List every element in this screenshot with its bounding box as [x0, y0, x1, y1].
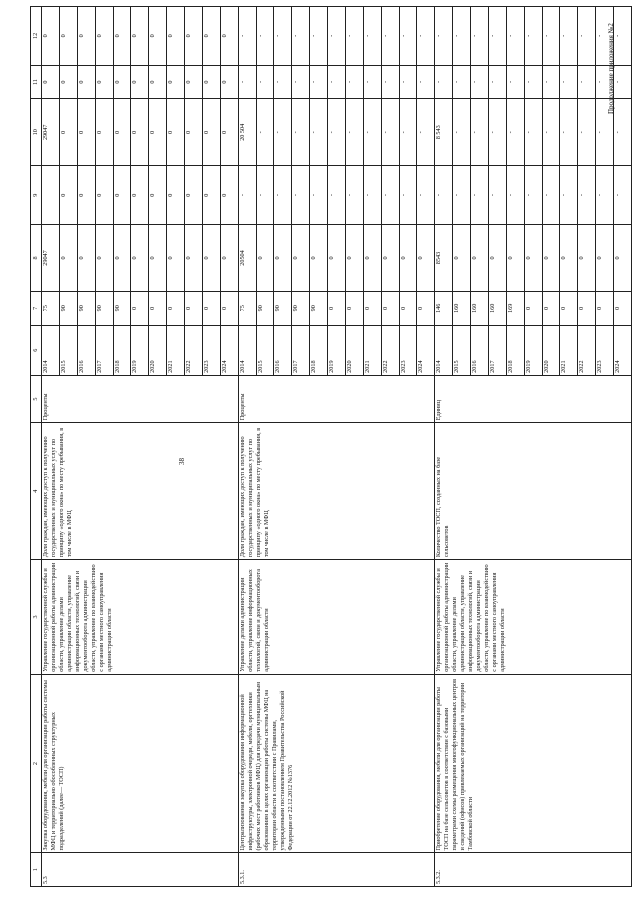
- value-cell: 0: [345, 292, 363, 326]
- measure-name: Централизованная закупка оборудования информационной инфраструктуры, электронной очереди, мебели, оргтехники (рабочих мест работников МФЦ) для передачи муниципальным образованиям в целях организации работы системы МФЦ на территории области в соответствии с Правилами, утвержденными постановлением Правительства Российской Федерации от 22.12.2012 №1376: [238, 674, 435, 853]
- value-cell: 0: [167, 224, 185, 291]
- value-cell: 0: [185, 224, 203, 291]
- value-cell: -: [524, 166, 542, 225]
- value-cell: -: [578, 65, 596, 99]
- year-cell: 2020: [345, 325, 363, 375]
- indicator-cell: Количество ТОСП, созданных на базе сельсоветов: [435, 423, 632, 560]
- value-cell: 20 504: [238, 99, 256, 166]
- value-cell: 0: [202, 99, 220, 166]
- year-cell: 2018: [310, 325, 328, 375]
- year-cell: 2019: [524, 325, 542, 375]
- value-cell: -: [274, 65, 292, 99]
- value-cell: 29047: [42, 99, 60, 166]
- value-cell: -: [328, 65, 346, 99]
- value-cell: -: [524, 7, 542, 66]
- value-cell: -: [578, 99, 596, 166]
- year-cell: 2015: [59, 325, 77, 375]
- value-cell: 0: [220, 292, 238, 326]
- value-cell: -: [471, 166, 489, 225]
- value-cell: 90: [113, 292, 131, 326]
- year-cell: 2022: [381, 325, 399, 375]
- value-cell: 0: [185, 292, 203, 326]
- year-cell: 2016: [471, 325, 489, 375]
- value-cell: 0: [274, 224, 292, 291]
- row-number: 5.3.1.: [238, 853, 435, 887]
- value-cell: 90: [256, 292, 274, 326]
- value-cell: 90: [274, 292, 292, 326]
- value-cell: 160: [453, 292, 471, 326]
- value-cell: -: [506, 99, 524, 166]
- value-cell: 0: [113, 99, 131, 166]
- value-cell: -: [542, 7, 560, 66]
- value-cell: 0: [417, 224, 435, 291]
- year-cell: 2022: [578, 325, 596, 375]
- measure-name: Закупка оборудования, мебели для организации работы системы МФЦ и территориально обособленных структурных подразделений (далее— ТОСП): [42, 674, 239, 853]
- value-cell: 0: [202, 166, 220, 225]
- value-cell: -: [381, 166, 399, 225]
- value-cell: -: [238, 166, 256, 225]
- value-cell: -: [292, 99, 310, 166]
- value-cell: 0: [42, 7, 60, 66]
- value-cell: 0: [220, 7, 238, 66]
- value-cell: 75: [42, 292, 60, 326]
- value-cell: -: [274, 166, 292, 225]
- year-cell: 2021: [560, 325, 578, 375]
- year-cell: 2020: [149, 325, 167, 375]
- table-row: [238, 7, 256, 887]
- value-cell: -: [560, 99, 578, 166]
- value-cell: -: [506, 7, 524, 66]
- value-cell: -: [560, 7, 578, 66]
- row-number: 5.3.2.: [435, 853, 632, 887]
- value-cell: -: [381, 65, 399, 99]
- value-cell: -: [471, 7, 489, 66]
- value-cell: 0: [381, 224, 399, 291]
- value-cell: -: [399, 99, 417, 166]
- value-cell: -: [596, 65, 614, 99]
- value-cell: 0: [524, 224, 542, 291]
- value-cell: -: [256, 166, 274, 225]
- value-cell: -: [345, 7, 363, 66]
- value-cell: 90: [292, 292, 310, 326]
- table-row: [42, 7, 60, 887]
- indicator-cell: Доля граждан, имеющих доступ к получению государственных и муниципальных услуг по принципу «одного окна» по месту пребывания, в том числе в МФЦ: [42, 423, 239, 560]
- value-cell: -: [453, 99, 471, 166]
- value-cell: -: [345, 65, 363, 99]
- value-cell: -: [453, 166, 471, 225]
- value-cell: 0: [328, 292, 346, 326]
- value-cell: 0: [220, 99, 238, 166]
- value-cell: 0: [167, 99, 185, 166]
- col-header: 12: [31, 7, 42, 66]
- value-cell: -: [506, 166, 524, 225]
- value-cell: 8543: [435, 224, 453, 291]
- year-cell: 2023: [596, 325, 614, 375]
- value-cell: 0: [471, 224, 489, 291]
- value-cell: -: [578, 7, 596, 66]
- value-cell: 8 543: [435, 99, 453, 166]
- unit-cell: Единиц: [435, 375, 632, 422]
- year-cell: 2014: [238, 325, 256, 375]
- value-cell: -: [596, 99, 614, 166]
- value-cell: 0: [614, 292, 632, 326]
- value-cell: 0: [59, 166, 77, 225]
- col-header: 8: [31, 224, 42, 291]
- value-cell: -: [471, 65, 489, 99]
- value-cell: -: [238, 7, 256, 66]
- year-cell: 2022: [185, 325, 203, 375]
- value-cell: 90: [77, 292, 95, 326]
- value-cell: 0: [131, 7, 149, 66]
- year-cell: 2015: [453, 325, 471, 375]
- value-cell: -: [417, 99, 435, 166]
- year-cell: 2019: [328, 325, 346, 375]
- col-header: 11: [31, 65, 42, 99]
- value-cell: 0: [131, 166, 149, 225]
- value-cell: -: [256, 99, 274, 166]
- value-cell: 146: [435, 292, 453, 326]
- value-cell: 75: [238, 292, 256, 326]
- value-cell: 160: [488, 292, 506, 326]
- value-cell: 0: [560, 224, 578, 291]
- value-cell: 160: [471, 292, 489, 326]
- year-cell: 2024: [417, 325, 435, 375]
- value-cell: 0: [185, 7, 203, 66]
- value-cell: 0: [131, 99, 149, 166]
- value-cell: -: [453, 65, 471, 99]
- value-cell: 0: [42, 65, 60, 99]
- row-number: 5.3: [42, 853, 239, 887]
- col-header: 1: [31, 853, 42, 887]
- value-cell: 29047: [42, 224, 60, 291]
- value-cell: 0: [185, 99, 203, 166]
- value-cell: -: [399, 166, 417, 225]
- value-cell: -: [363, 99, 381, 166]
- value-cell: 0: [578, 224, 596, 291]
- value-cell: 0: [167, 292, 185, 326]
- value-cell: 90: [95, 292, 113, 326]
- value-cell: 0: [596, 292, 614, 326]
- value-cell: 0: [417, 292, 435, 326]
- value-cell: 0: [381, 292, 399, 326]
- value-cell: -: [399, 7, 417, 66]
- value-cell: -: [417, 166, 435, 225]
- value-cell: -: [328, 99, 346, 166]
- value-cell: 0: [77, 166, 95, 225]
- value-cell: -: [363, 7, 381, 66]
- value-cell: 0: [131, 224, 149, 291]
- year-cell: 2017: [292, 325, 310, 375]
- year-cell: 2019: [131, 325, 149, 375]
- value-cell: -: [310, 7, 328, 66]
- value-cell: -: [614, 65, 632, 99]
- year-cell: 2018: [113, 325, 131, 375]
- value-cell: 0: [202, 224, 220, 291]
- value-cell: -: [238, 65, 256, 99]
- value-cell: 0: [113, 166, 131, 225]
- value-cell: -: [274, 99, 292, 166]
- value-cell: -: [310, 99, 328, 166]
- value-cell: -: [328, 7, 346, 66]
- year-cell: 2020: [542, 325, 560, 375]
- year-cell: 2016: [77, 325, 95, 375]
- value-cell: 0: [596, 224, 614, 291]
- value-cell: 0: [399, 224, 417, 291]
- year-cell: 2023: [202, 325, 220, 375]
- value-cell: -: [614, 99, 632, 166]
- value-cell: 0: [363, 292, 381, 326]
- value-cell: 0: [149, 7, 167, 66]
- value-cell: 0: [220, 166, 238, 225]
- value-cell: 0: [95, 65, 113, 99]
- value-cell: 0: [310, 224, 328, 291]
- value-cell: 169: [506, 292, 524, 326]
- value-cell: -: [417, 7, 435, 66]
- value-cell: -: [328, 166, 346, 225]
- value-cell: 0: [95, 224, 113, 291]
- col-header: 3: [31, 560, 42, 675]
- year-cell: 2017: [488, 325, 506, 375]
- value-cell: -: [542, 99, 560, 166]
- executor-cell: Управление делами администрации области, управление информационных технологий, связи и документооборота администрации области: [238, 560, 435, 675]
- continuation-note: Продолжение приложения №2: [607, 23, 615, 114]
- value-cell: 0: [131, 65, 149, 99]
- value-cell: -: [614, 166, 632, 225]
- value-cell: -: [435, 7, 453, 66]
- executor-cell: Управление государственной службы и организационной работы администрации области, управление делами администрации области, управление информационных технологий, связи и документооборота администрации области, управление по взаимодействию с органами местного самоуправления администрации области: [42, 560, 239, 675]
- value-cell: -: [560, 65, 578, 99]
- value-cell: 0: [95, 166, 113, 225]
- page-number: 38: [178, 458, 186, 465]
- value-cell: -: [381, 7, 399, 66]
- value-cell: 0: [453, 224, 471, 291]
- value-cell: 0: [202, 65, 220, 99]
- value-cell: 0: [95, 7, 113, 66]
- value-cell: -: [506, 65, 524, 99]
- value-cell: -: [292, 7, 310, 66]
- value-cell: 0: [167, 166, 185, 225]
- value-cell: 0: [614, 224, 632, 291]
- value-cell: 0: [167, 7, 185, 66]
- value-cell: -: [578, 166, 596, 225]
- value-cell: -: [310, 166, 328, 225]
- value-cell: 0: [363, 224, 381, 291]
- value-cell: -: [345, 99, 363, 166]
- year-cell: 2024: [614, 325, 632, 375]
- value-cell: 0: [256, 224, 274, 291]
- value-cell: -: [596, 7, 614, 66]
- value-cell: 0: [185, 166, 203, 225]
- value-cell: -: [542, 166, 560, 225]
- value-cell: 0: [149, 224, 167, 291]
- year-cell: 2024: [220, 325, 238, 375]
- col-header: 6: [31, 325, 42, 375]
- value-cell: -: [488, 99, 506, 166]
- value-cell: 0: [345, 224, 363, 291]
- measure-name: Приобретение оборудования, мебели для организации работы ТОСП на базе сельсоветов в соответствии с базовыми параметрами схемы размещения многофункциональных центров и сведений (офисов) привлекаемых организаций на территории Тамбовской области: [435, 674, 632, 853]
- value-cell: -: [596, 166, 614, 225]
- value-cell: 0: [59, 7, 77, 66]
- value-cell: -: [471, 99, 489, 166]
- value-cell: -: [524, 65, 542, 99]
- value-cell: 90: [310, 292, 328, 326]
- unit-cell: Проценты: [238, 375, 435, 422]
- year-cell: 2021: [363, 325, 381, 375]
- value-cell: 0: [542, 292, 560, 326]
- value-cell: -: [256, 7, 274, 66]
- value-cell: 0: [113, 65, 131, 99]
- year-cell: 2016: [274, 325, 292, 375]
- value-cell: 0: [131, 292, 149, 326]
- table-row: [435, 7, 453, 887]
- value-cell: 90: [59, 292, 77, 326]
- value-cell: 0: [506, 224, 524, 291]
- value-cell: -: [488, 7, 506, 66]
- col-header: 2: [31, 674, 42, 853]
- value-cell: 0: [560, 292, 578, 326]
- year-cell: 2017: [95, 325, 113, 375]
- value-cell: -: [524, 99, 542, 166]
- col-header: 5: [31, 375, 42, 422]
- value-cell: 0: [77, 65, 95, 99]
- value-cell: 0: [113, 7, 131, 66]
- value-cell: 0: [185, 65, 203, 99]
- value-cell: 0: [113, 224, 131, 291]
- value-cell: -: [399, 65, 417, 99]
- year-cell: 2015: [256, 325, 274, 375]
- value-cell: [42, 166, 60, 225]
- value-cell: -: [435, 65, 453, 99]
- value-cell: 0: [95, 99, 113, 166]
- value-cell: -: [345, 166, 363, 225]
- value-cell: 0: [77, 7, 95, 66]
- value-cell: 0: [220, 65, 238, 99]
- value-cell: 0: [488, 224, 506, 291]
- value-cell: 0: [399, 292, 417, 326]
- value-cell: 0: [202, 7, 220, 66]
- value-cell: -: [453, 7, 471, 66]
- value-cell: -: [310, 65, 328, 99]
- year-cell: 2014: [435, 325, 453, 375]
- value-cell: -: [417, 65, 435, 99]
- program-table: [30, 6, 632, 887]
- value-cell: 0: [524, 292, 542, 326]
- value-cell: -: [256, 65, 274, 99]
- value-cell: -: [488, 166, 506, 225]
- value-cell: 0: [149, 166, 167, 225]
- value-cell: -: [381, 99, 399, 166]
- value-cell: 20504: [238, 224, 256, 291]
- value-cell: -: [292, 65, 310, 99]
- indicator-cell: Доля граждан, имеющих доступ к получению государственных и муниципальных услуг по принципу «одного окна» по месту пребывания, в том числе в МФЦ: [238, 423, 435, 560]
- value-cell: 0: [542, 224, 560, 291]
- value-cell: -: [274, 7, 292, 66]
- year-cell: 2021: [167, 325, 185, 375]
- unit-cell: Проценты: [42, 375, 239, 422]
- year-cell: 2023: [399, 325, 417, 375]
- value-cell: -: [363, 166, 381, 225]
- value-cell: 0: [149, 292, 167, 326]
- value-cell: 0: [59, 99, 77, 166]
- value-cell: 0: [167, 65, 185, 99]
- value-cell: -: [363, 65, 381, 99]
- year-cell: 2018: [506, 325, 524, 375]
- header-row: [31, 7, 42, 887]
- value-cell: 0: [202, 292, 220, 326]
- value-cell: -: [488, 65, 506, 99]
- value-cell: 0: [77, 99, 95, 166]
- value-cell: 0: [149, 99, 167, 166]
- col-header: 4: [31, 423, 42, 560]
- col-header: 10: [31, 99, 42, 166]
- value-cell: 0: [149, 65, 167, 99]
- value-cell: 0: [77, 224, 95, 291]
- value-cell: 0: [578, 292, 596, 326]
- col-header: 7: [31, 292, 42, 326]
- value-cell: 0: [292, 224, 310, 291]
- value-cell: -: [614, 7, 632, 66]
- value-cell: -: [292, 166, 310, 225]
- value-cell: -: [560, 166, 578, 225]
- value-cell: 0: [59, 65, 77, 99]
- value-cell: 0: [59, 224, 77, 291]
- value-cell: 0: [328, 224, 346, 291]
- year-cell: 2014: [42, 325, 60, 375]
- value-cell: -: [542, 65, 560, 99]
- col-header: 9: [31, 166, 42, 225]
- value-cell: 0: [220, 224, 238, 291]
- executor-cell: Управление государственной службы и организационной работы администрации области, управление делами администрации области, управление информационных технологий, связи и документооборота администрации области, управление по взаимодействию с органами местного самоуправления администрации области: [435, 560, 632, 675]
- value-cell: -: [435, 166, 453, 225]
